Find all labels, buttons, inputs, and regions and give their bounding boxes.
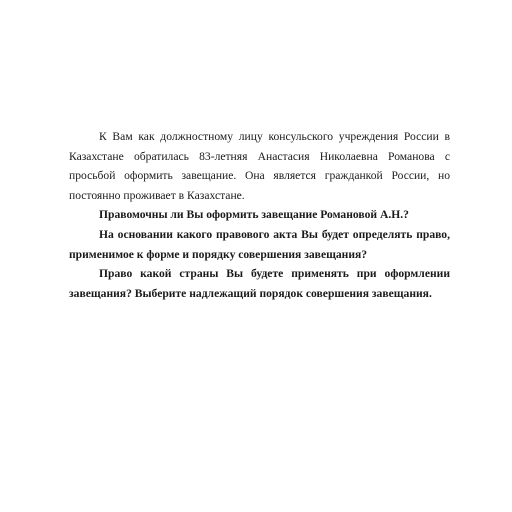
paragraph-question-applicable-law: Право какой страны Вы будете применять при оформлении завещания? Выберите надлежащий порядок совершения завещания. [69,267,450,300]
document-body [69,127,450,303]
paragraph-question-legal-act: На основании какого правового акта Вы будет определять право, применимое к форме и порядку совершения завещания? [69,227,450,261]
paragraph-case-description: К Вам как должностному лицу консульского учреждения России в Казахстане обратилась 83-летняя Анастасия Николаевна Романова с просьбой оформить завещание. Она является гражданкой России, но постоянно проживает в Казахстане. [69,130,450,202]
paragraph-question-competence: Правомочны ли Вы оформить завещание Романовой А.Н.? [99,208,409,222]
